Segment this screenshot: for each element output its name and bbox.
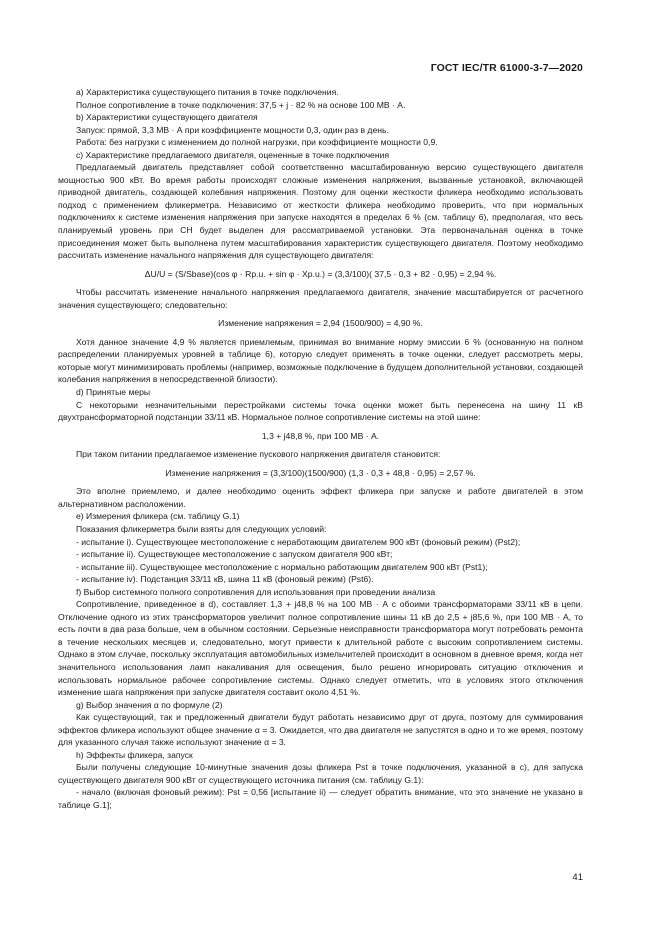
body-text: Работа: без нагрузки с изменением до полной нагрузки, при коэффициенте мощности 0,9. xyxy=(76,137,438,148)
page-number: 41 xyxy=(572,872,583,883)
list-item-e: е) Измерения фликера (см. таблицу G.1) xyxy=(76,511,240,522)
test-item-ii: - испытание ii). Существующее местоположение с запуском двигателя 900 кВт; xyxy=(76,549,393,560)
body-paragraph: Были получены следующие 10-минутные значения дозы фликера Pst в точке подключения, указанной в с), для запуска существующего двигателя 900 кВт от существующего источника питания (см. таблицу G.1): xyxy=(58,762,583,785)
list-item-f: f) Выбор системного полного сопротивления для использования при проведении анализа xyxy=(76,586,436,597)
list-item-d: d) Принятые меры xyxy=(76,387,151,398)
page-header-standard-id: ГОСТ IEC/TR 61000-3-7—2020 xyxy=(430,62,583,74)
formula-voltage-change-existing: ΔU/U = (S/Sbase)(cos φ · Rp.u. + sin φ · Xp.u.) = (3,3/100)( 37,5 · 0,3 + 82 · 0,95) = 2,94 %. xyxy=(144,268,497,279)
list-item-a: а) Характеристика существующего питания в точке подключения. xyxy=(76,87,339,97)
test-item-iii: - испытание iii). Существующее местоположение с нормально работающим двигателем 900 кВт (Pst1); xyxy=(76,561,488,572)
body-paragraph: Хотя данное значение 4,9 % является приемлемым, принимая во внимание норму эмиссии 6 % (основанную на полном распределении планируемых уровней в таблице 6), которую следует применять в точке оценки, следует рассмотреть меры, которые могут минимизировать проблемы (например, возможные подключение в будущем дополнительной установки, создающей колебания напряжения в непосредственной близости). xyxy=(58,336,583,385)
body-paragraph: С некоторыми незначительными перестройками системы точка оценки может быть перенесена на шину 11 кВ двухтрансформаторной подстанции 33/11 кВ. Нормальное полное сопротивление системы на этой шине: xyxy=(58,399,583,423)
body-paragraph: Чтобы рассчитать изменение начального напряжения предлагаемого двигателя, значение масштабируется от расчетного значения существующего; следовательно: xyxy=(58,287,583,310)
body-paragraph: Как существующий, так и предложенный двигатели будут работать независимо друг от друга, поэтому для суммирования эффектов фликера используют общее значение α = 3. Ожидается, что два двигателя не запустятся в одно и то же время, поэтому для указанного случая также используют значение α = 3. xyxy=(58,712,583,748)
body-paragraph: Это вполне приемлемо, и далее необходимо оценить эффект фликера при запуске и работе двигателей в этом альтернативном расположении. xyxy=(58,486,583,509)
test-item-iv: - испытание iv). Подстанция 33/11 кВ, шина 11 кВ (фоновый режим) (Pst6). xyxy=(76,574,374,585)
body-paragraph: Предлагаемый двигатель представляет собой соответственно масштабированную версию существующего двигателя мощностью 900 кВт. Во время работы происходят сложные изменения напряжения, вызванные установкой, включающей приводной двигатель, создающей колебания напряжения. Поэтому для оценки жесткости фликера необходимо использовать подход с применением фликерметра. Независимо от жесткости фликера необходимо проверить, что при нормальных подключениях к системе изменения напряжения при запуске находятся в пределах 6 % (см. таблицу 6), предполагая, что весь планируемый уровень при СН будет выделен для рассматриваемой установки. Эта первоначальная оценка в точке присоединения может быть выполнена путем масштабирования характеристик существующего двигателя. Поэтому необходимо рассчитать изменение начального напряжения для существующего двигателя: xyxy=(58,162,583,261)
formula-impedance: 1,3 + j48,8 %, при 100 МВ · А. xyxy=(261,430,380,441)
formula-voltage-change-proposed: Изменение напряжения = 2,94 (1500/900) = 4,90 %. xyxy=(218,318,423,329)
list-item-b: b) Характеристики существующего двигателя xyxy=(76,112,258,123)
document-body xyxy=(58,86,583,812)
body-paragraph: - начало (включая фоновый режим): Pst = 0,56 [испытание ii) — следует обратить внимание, что это значение не указано в таблице G.1]; xyxy=(58,787,583,810)
formula-voltage-change-new-point: Изменение напряжения = (3,3/100)(1500/900) (1,3 · 0,3 + 48,8 · 0,95) = 2,57 %. xyxy=(165,467,476,478)
test-item-i: - испытание i). Существующее местоположение с неработающим двигателем 900 кВт (фоновый режим) (Pst2); xyxy=(76,536,521,547)
list-item-g: g) Выбор значения α по формуле (2) xyxy=(76,699,223,710)
body-text: При таком питании предлагаемое изменение пускового напряжения двигателя становится: xyxy=(76,449,441,460)
body-text: Полное сопротивление в точке подключения: 37,5 + j · 82 % на основе 100 МВ · А. xyxy=(76,99,406,110)
body-text: Показания фликерметра были взяты для следующих условий: xyxy=(76,523,327,534)
list-item-h: h) Эффекты фликера, запуск xyxy=(76,749,193,760)
list-item-c: с) Характеристике предлагаемого двигателя, оцененные в точке подключения xyxy=(76,149,390,160)
body-text: Запуск: прямой, 3,3 МВ · А при коэффициенте мощности 0,3, один раз в день. xyxy=(76,124,389,135)
body-paragraph: Сопротивление, приведенное в d), составляет 1,3 + j48,8 % на 100 МВ · А с обоими трансформаторами 33/11 кВ в цепи. Отключение одного из этих трансформаторов увеличит полное сопротивление шины 11 кВ до 2,5 + j85,6 %, при 100 МВ · А, то есть почти в два раза больше, чем в обычном состоянии. Серьезные неисправности трансформатора могут потребовать ремонта в течение нескольких месяцев и, следовательно, могут привести к длительной работе с высоким сопротивлением системы. Однако в этом случае, поскольку эксплуатация автомобильных измельчителей происходит в основном в дневное время, когда нет значительного использования ламп накаливания для освещения, было решено игнорировать ситуацию отключения и использовать нормальное рабочее сопротивление системы. Однако следует отметить, что в условиях этого отключения изменение шага напряжения при запуске двигателя составит около 4,51 %. xyxy=(58,599,583,698)
